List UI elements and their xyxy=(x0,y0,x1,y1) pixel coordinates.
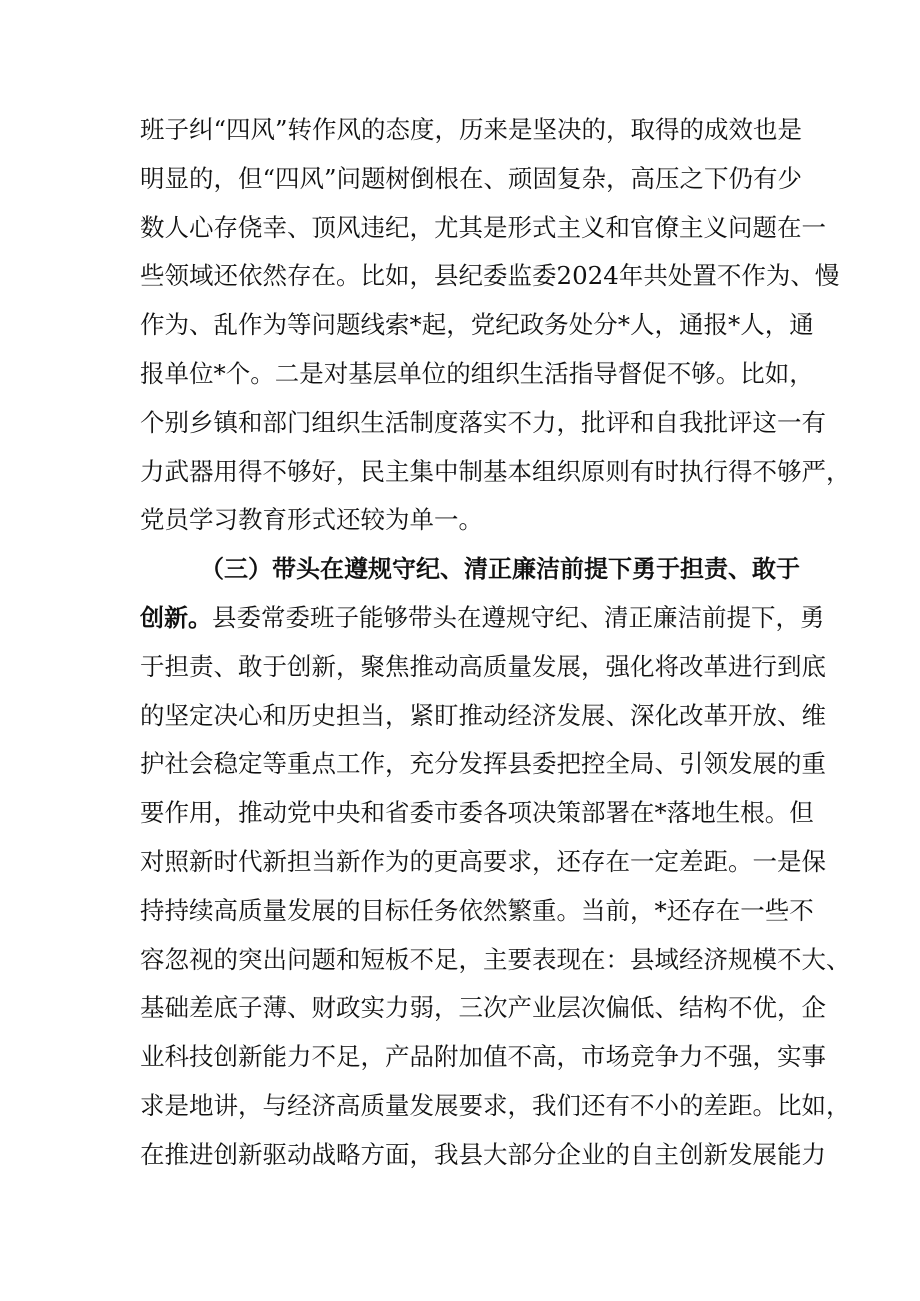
text-line: 的坚定决心和历史担当，紧盯推动经济发展、深化改革开放、维 xyxy=(140,700,826,730)
text-line: 报单位*个。二是对基层单位的组织生活指导督促不够。比如， xyxy=(140,358,814,388)
text-line: 求是地讲，与经济高质量发展要求，我们还有不小的差距。比如， xyxy=(140,1090,851,1120)
section-heading: （三）带头在遵规守纪、清正廉洁前提下勇于担责、敢于 xyxy=(200,555,800,584)
text-line: 明显的，但“四风”问题树倒根在、顽固复杂，高压之下仍有少 xyxy=(140,163,803,193)
text-line: 要作用，推动党中央和省委市委各项决策部署在*落地生根。但 xyxy=(140,798,814,828)
text-line: 护社会稳定等重点工作，充分发挥县委把控全局、引领发展的重 xyxy=(140,749,826,779)
text-line: 些领域还依然存在。比如，县纪委监委2024年共处置不作为、慢 xyxy=(140,261,840,291)
text-line: 在推进创新驱动战略方面，我县大部分企业的自主创新发展能力 xyxy=(140,1139,826,1169)
text-line: 持持续高质量发展的目标任务依然繁重。当前，*还存在一些不 xyxy=(140,895,814,925)
text-line: 班子纠“四风”转作风的态度，历来是坚决的，取得的成效也是 xyxy=(140,115,803,144)
text-line: 个别乡镇和部门组织生活制度落实不力，批评和自我批评这一有 xyxy=(140,407,826,437)
body-text xyxy=(140,106,851,1180)
text-line: 作为、乱作为等问题线索*起，党纪政务处分*人，通报*人，通 xyxy=(140,310,814,340)
text-span: 县委常委班子能够带头在遵规守纪、清正廉洁前提下，勇 xyxy=(212,602,825,632)
section-heading-end: 创新。 xyxy=(140,603,212,632)
text-line: 基础差底子薄、财政实力弱，三次产业层次偏低、结构不优，企 xyxy=(140,993,826,1023)
text-line: 容忽视的突出问题和短板不足，主要表现在：县域经济规模不大、 xyxy=(140,944,851,974)
text-line: 党员学习教育形式还较为单一。 xyxy=(140,505,483,535)
text-line: 数人心存侥幸、顶风违纪，尤其是形式主义和官僚主义问题在一 xyxy=(140,212,826,242)
text-line: 业科技创新能力不足，产品附加值不高，市场竞争力不强，实事 xyxy=(140,1042,826,1072)
text-line: 力武器用得不够好，民主集中制基本组织原则有时执行得不够严， xyxy=(140,456,851,486)
text-line: 于担责、敢于创新，聚焦推动高质量发展，强化将改革进行到底 xyxy=(140,651,826,681)
text-line: 对照新时代新担当新作为的更高要求，还存在一定差距。一是保 xyxy=(140,846,826,876)
heading-continuation-line xyxy=(140,594,825,643)
